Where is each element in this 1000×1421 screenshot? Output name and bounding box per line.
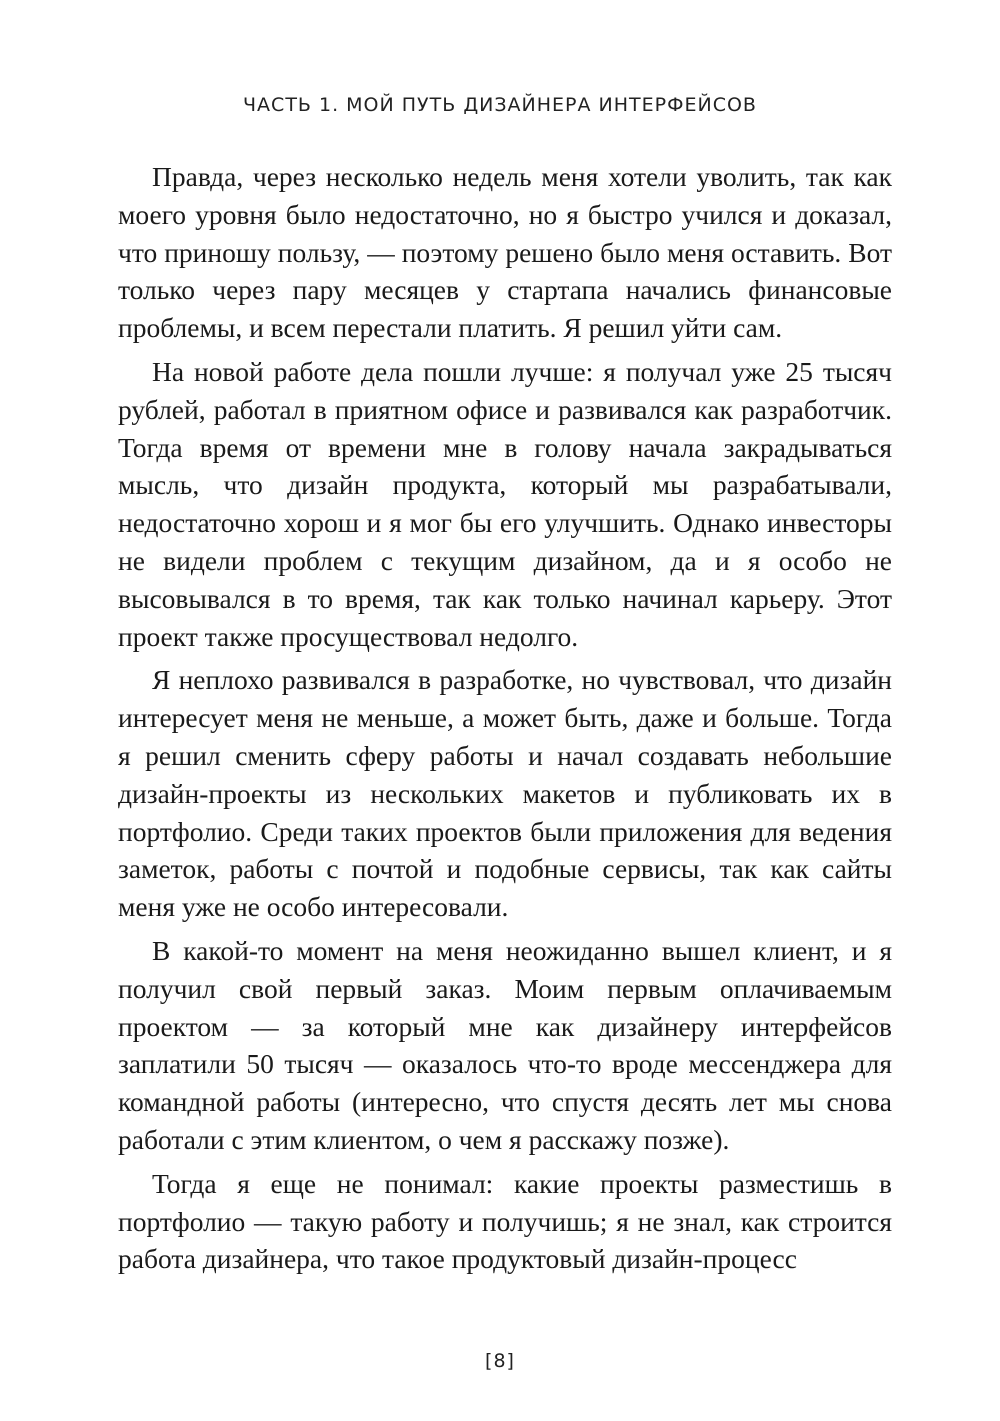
paragraph-3: Я неплохо развивался в разработке, но чувствовал, что дизайн интересует меня не меньше, а может быть, даже и больше. Тогда я решил сменить сферу работы и начал создавать небольшие дизайн-проекты из нескольких макетов и публиковать их в портфолио. Среди таких проектов были приложения для ведения заметок, работы с почтой и подобные сервисы, так как сайты меня уже не особо интересовали.	[118, 664, 892, 923]
paragraph-4: В какой-то момент на меня неожиданно вышел клиент, и я получил свой первый заказ. Моим первым оплачиваемым проектом — за который мне как дизайнеру интерфейсов заплатили 50 тысяч — оказалось что-то вроде мессенджера для командной работы (интересно, что спустя десять лет мы снова работали с этим клиентом, о чем я расскажу позже).	[118, 934, 892, 1155]
paragraph-1: Правда, через несколько недель меня хотели уволить, так как моего уровня было недостаточно, но я быстро учился и доказал, что приношу пользу, — поэтому решено было меня оставить. Вот только через пару месяцев у стартапа начались финансовые проблемы, и всем перестали платить. Я решил уйти сам.	[118, 161, 892, 344]
paragraph-5: Тогда я еще не понимал: какие проекты разместишь в портфолио — такую работу и получишь; я не знал, как строится работа дизайнера, что такое продуктовый дизайн-процесс	[118, 1167, 892, 1275]
body-text	[118, 158, 892, 1284]
paragraph-2: На новой работе дела пошли лучше: я получал уже 25 тысяч рублей, работал в приятном офисе и развивался как разработчик. Тогда время от времени мне в голову начала закрадываться мысль, что дизайн продукта, который мы разрабатывали, недостаточно хорош и я мог бы его улучшить. Однако инвесторы не видели проблем с текущим дизайном, да и я особо не высовывался в то время, так как только начинал карьеру. Этот проект также просуществовал недолго.	[118, 355, 892, 652]
page-number: [8]	[485, 1350, 515, 1372]
running-head: ЧАСТЬ 1. МОЙ ПУТЬ ДИЗАЙНЕРА ИНТЕРФЕЙСОВ	[243, 94, 757, 116]
